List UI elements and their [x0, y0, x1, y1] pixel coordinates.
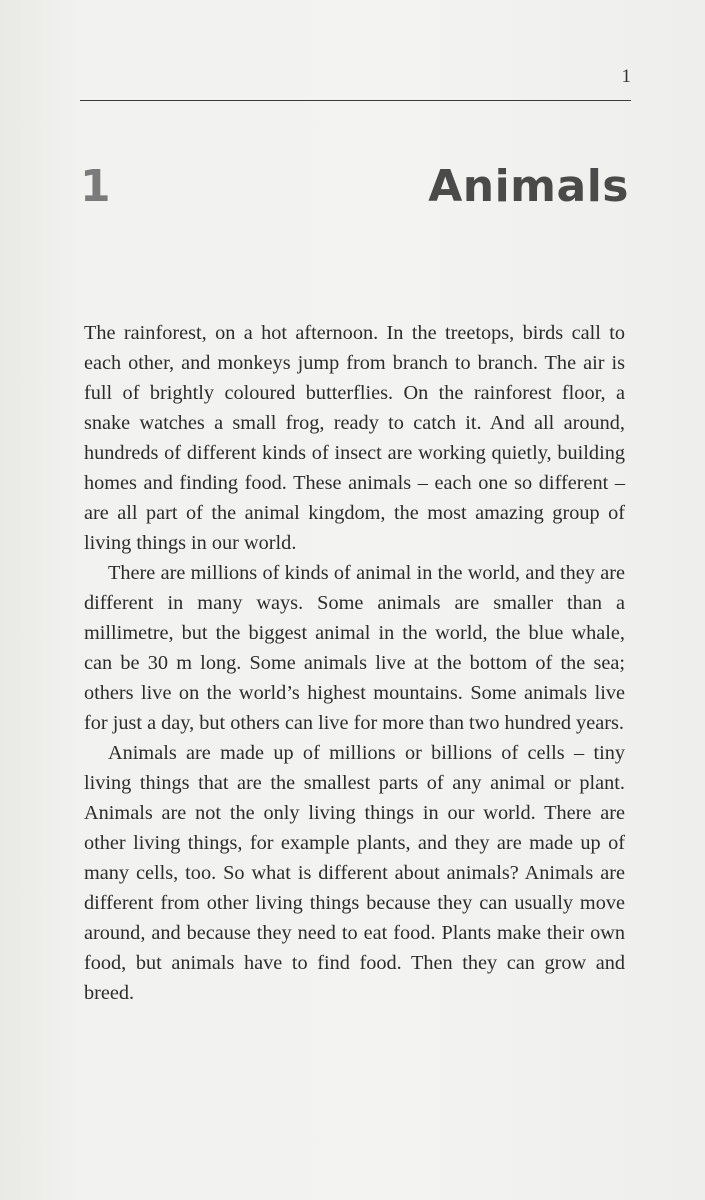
chapter-title: Animals [428, 161, 629, 212]
header-divider [80, 100, 631, 101]
page-number: 1 [621, 66, 631, 87]
paragraph: Animals are made up of millions or billions of cells – tiny living things that are the smallest parts of any animal or plant. Animals are not the only living things in our world. There are other living things, for example plants, and they are made up of many cells, too. So what is different about animals? Animals are different from other living things because they can usually move around, and because they need to eat food. Plants make their own food, but animals have to find food. Then they can grow and breed. [84, 742, 625, 1004]
chapter-number: 1 [80, 161, 111, 212]
paragraph: The rainforest, on a hot afternoon. In the treetops, birds call to each other, and monkeys jump from branch to branch. The air is full of brightly coloured butterflies. On the rainforest floor, a snake watches a small frog, ready to catch it. And all around, hundreds of different kinds of insect are working quietly, building homes and finding food. These animals – each one so different – are all part of the animal kingdom, the most amazing group of living things in our world. [84, 322, 625, 554]
chapter-body [84, 318, 625, 1008]
paragraph: There are millions of kinds of animal in the world, and they are different in many ways. Some animals are smaller than a millimetre, but the biggest animal in the world, the blue whale, can be 30 m long. Some animals live at the bottom of the sea; others live on the world’s highest mountains. Some animals live for just a day, but others can live for more than two hundred years. [84, 562, 625, 734]
